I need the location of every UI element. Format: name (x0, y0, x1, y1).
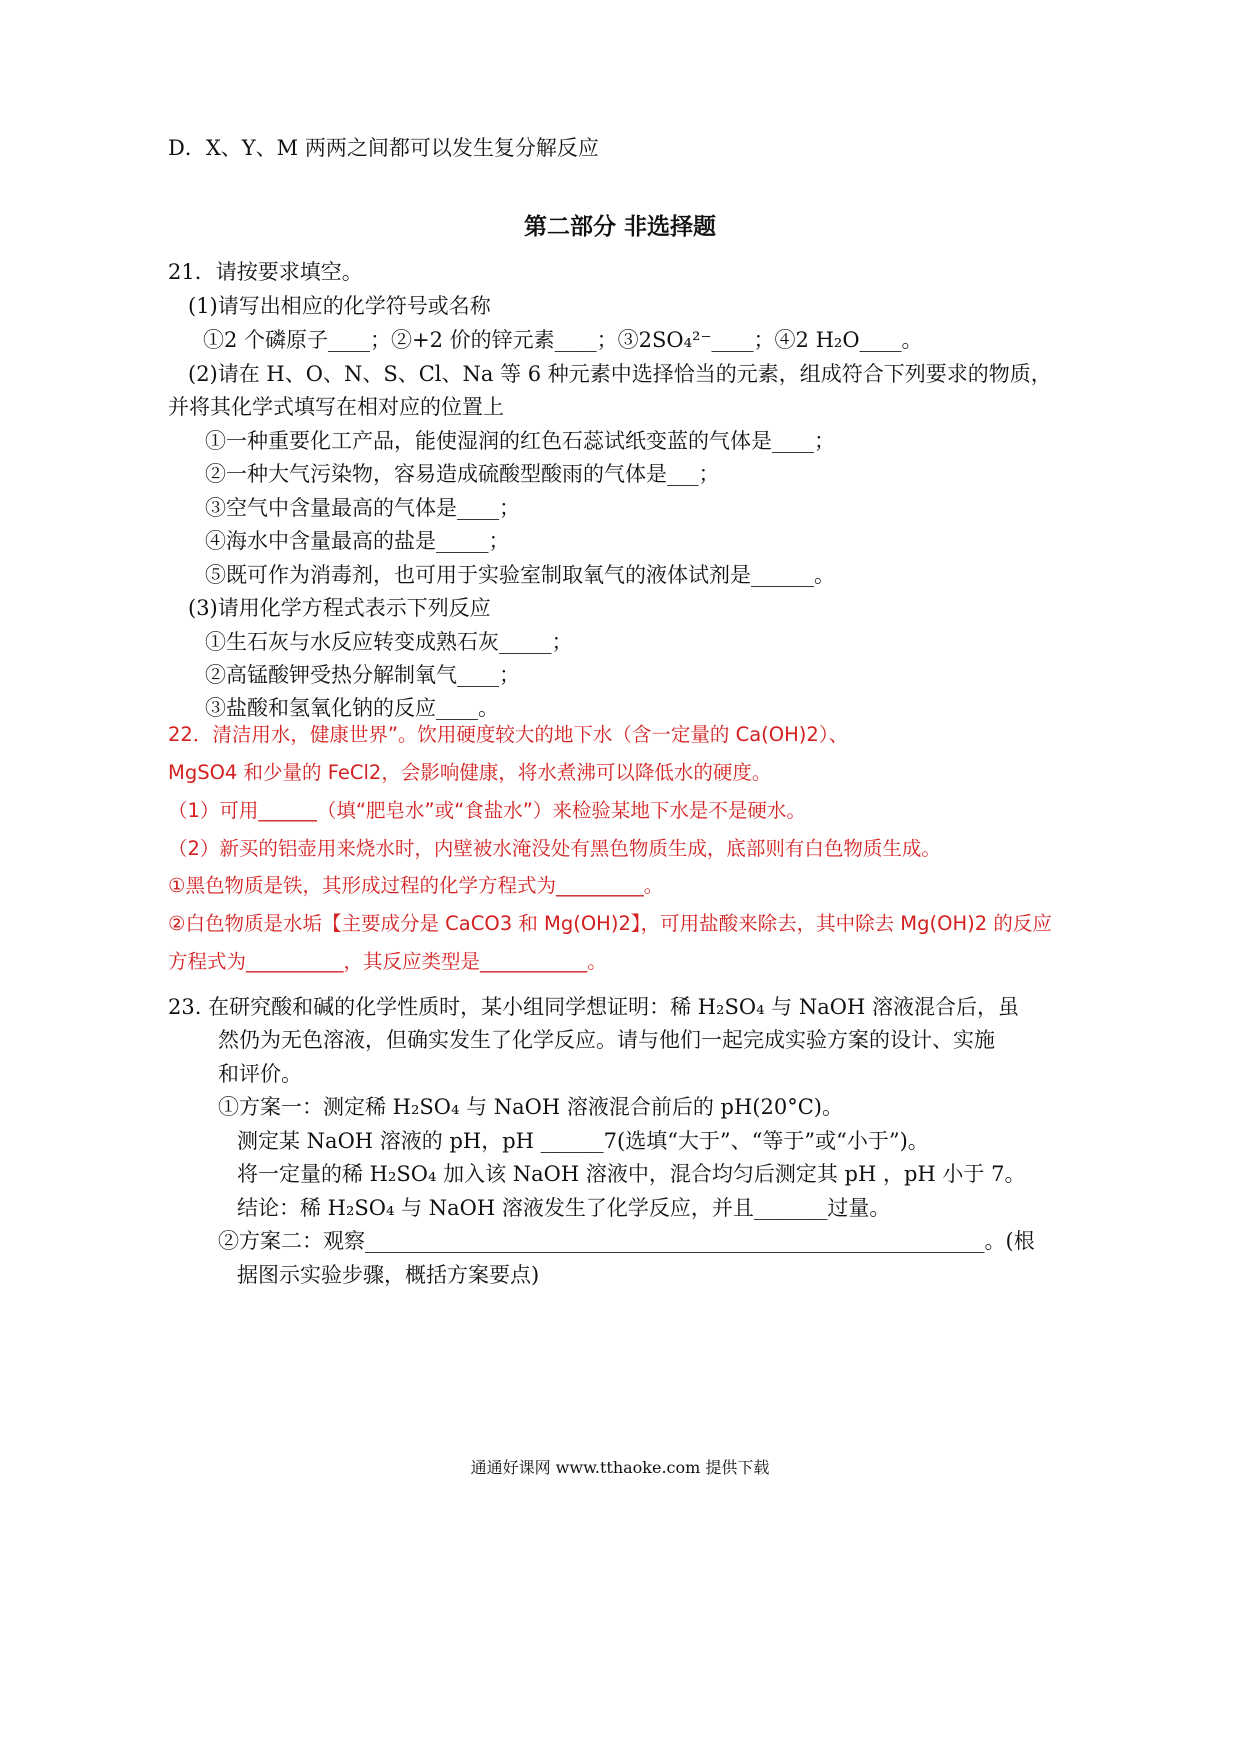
q23-intro-cont-1: 然仍为无色溶液，但确实发生了化学反应。请与他们一起完成实验方案的设计、实施 (218, 1028, 995, 1052)
question-22-heading: 22．清洁用水，健康世界”。饮用硬度较大的地下水（含一定量的 Ca(OH)2）、 (168, 723, 849, 746)
q21-part2-heading: (2)请在 H、O、N、S、Cl、Na 等 6 种元素中选择恰当的元素，组成符合下列要求的物质， (188, 362, 1052, 386)
q23-intro-cont-2: 和评价。 (218, 1062, 302, 1086)
q22-part2-item-2: ②白色物质是水垢【主要成分是 CaCO3 和 Mg(OH)2】，可用盐酸来除去，其中除去 Mg(OH)2 的反应 (168, 912, 1052, 935)
option-d-line: D．X、Y、M 两两之间都可以发生复分解反应 (168, 136, 599, 160)
question-23-heading: 23. 在研究酸和碱的化学性质时，某小组同学想证明：稀 H₂SO₄ 与 NaOH 溶液混合后，虽 (168, 995, 1019, 1019)
question-21-heading: 21．请按要求填空。 (168, 260, 363, 284)
q22-part1: （1）可用______（填“肥皂水”或“食盐水”）来检验某地下水是不是硬水。 (168, 799, 806, 822)
page-footer: 通通好课网 www.tthaoke.com 提供下载 (470, 1458, 770, 1477)
q21-part3-item-1: ①生石灰与水反应转变成熟石灰_____； (205, 630, 573, 654)
q21-part1-heading: (1)请写出相应的化学符号或名称 (188, 294, 491, 318)
q21-part3-heading: (3)请用化学方程式表示下列反应 (188, 596, 491, 620)
q21-part3-item-3: ③盐酸和氢氧化钠的反应____。 (205, 696, 499, 720)
q21-part1-items: ①2 个磷原子____；②+2 价的锌元素____；③2SO₄²⁻____；④2 H₂O____。 (203, 328, 923, 352)
q23-plan-2: ②方案二：观察___________________________________________________________。(根 (218, 1229, 1035, 1253)
q21-part2-item-5: ⑤既可作为消毒剂，也可用于实验室制取氧气的液体试剂是______。 (205, 563, 835, 587)
q23-plan-1-step-1: 测定某 NaOH 溶液的 pH，pH ______7(选填“大于”、“等于”或“小于”)。 (237, 1129, 929, 1153)
q21-part3-item-2: ②高锰酸钾受热分解制氧气____； (205, 663, 520, 687)
q23-plan-1: ①方案一：测定稀 H₂SO₄ 与 NaOH 溶液混合前后的 pH(20°C)。 (218, 1095, 843, 1119)
q21-part2-item-1: ①一种重要化工产品，能使湿润的红色石蕊试纸变蓝的气体是____； (205, 429, 835, 453)
section-title: 第二部分 非选择题 (523, 214, 716, 240)
q22-part2-item-1: ①黑色物质是铁，其形成过程的化学方程式为_________。 (168, 874, 664, 897)
q22-part2: （2）新买的铝壶用来烧水时，内壁被水淹没处有黑色物质生成，底部则有白色物质生成。 (168, 837, 941, 860)
q21-part2-item-4: ④海水中含量最高的盐是_____； (205, 529, 510, 553)
q23-plan-2-cont: 据图示实验步骤，概括方案要点) (237, 1263, 540, 1287)
q21-part2-heading-cont: 并将其化学式填写在相对应的位置上 (168, 395, 504, 419)
q23-plan-1-step-2: 将一定量的稀 H₂SO₄ 加入该 NaOH 溶液中，混合均匀后测定其 pH ，pH 小于 7。 (237, 1162, 1026, 1186)
q23-plan-1-conclusion: 结论：稀 H₂SO₄ 与 NaOH 溶液发生了化学反应，并且_______过量。 (237, 1196, 891, 1220)
q22-part2-item-2-cont: 方程式为__________，其反应类型是___________。 (168, 950, 607, 973)
q21-part2-item-2: ②一种大气污染物，容易造成硫酸型酸雨的气体是___； (205, 462, 720, 486)
q22-intro-cont: MgSO4 和少量的 FeCl2，会影响健康，将水煮沸可以降低水的硬度。 (168, 761, 772, 784)
q21-part2-item-3: ③空气中含量最高的气体是____； (205, 496, 520, 520)
